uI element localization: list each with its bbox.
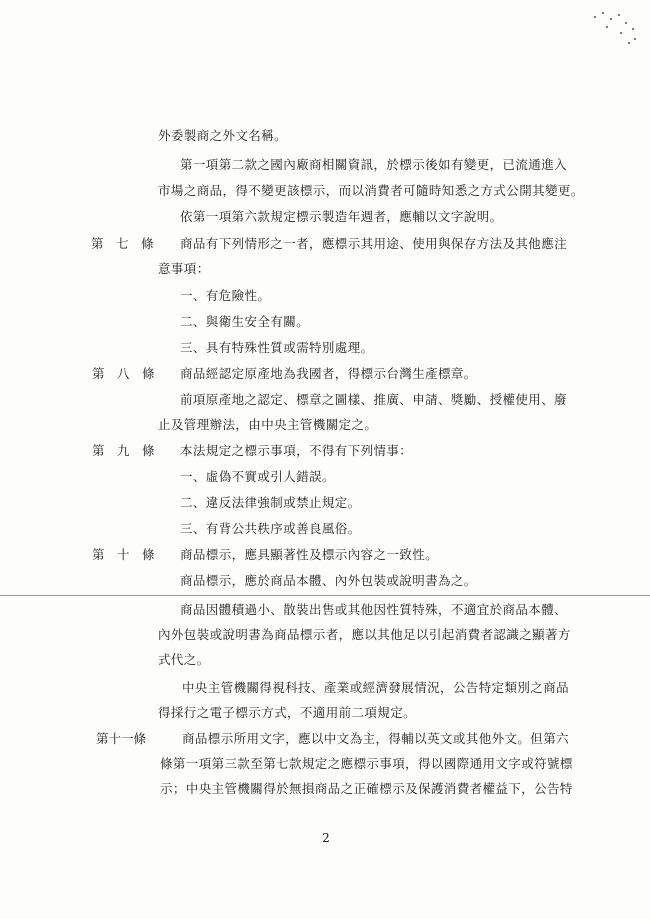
text-line: 商品標示所用文字，應以中文為主，得輔以英文或其他外文。但第六 (182, 731, 570, 746)
text-line: 條第一項第三款至第七款規定之應標示事項，得以國際通用文字或符號標 (160, 756, 573, 771)
text-line: 一、虛偽不實或引人錯誤。 (180, 469, 335, 484)
article-number: 第十一條 (96, 731, 147, 746)
text-line: 商品經認定原產地為我國者，得標示台灣生產標章。 (180, 366, 477, 381)
text-line: 內外包裝或說明書為商品標示者，應以其他足以引起消費者認識之顯著方 (158, 627, 571, 642)
page-number: 2 (322, 831, 330, 845)
text-line: 本法規定之標示事項，不得有下列情事： (180, 443, 413, 458)
text-line: 二、違反法律強制或禁止規定。 (180, 495, 361, 510)
text-line: 三、具有特殊性質或需特別處理。 (180, 340, 374, 355)
text-line: 止及管理辦法，由中央主管機關定之。 (158, 417, 378, 432)
text-line: 市場之商品，得不變更該標示，而以消費者可隨時知悉之方式公開其變更。 (158, 183, 584, 198)
text-line: 式代之。 (158, 652, 210, 667)
text-line: 商品標示，應於商品本體、內外包裝或說明書為之。 (180, 573, 477, 588)
text-line: 第一項第二款之國內廠商相關資訊，於標示後如有變更，已流通進入 (180, 157, 568, 172)
text-line: 一、有危險性。 (180, 288, 271, 303)
article-number: 第 十 條 (92, 547, 155, 562)
scan-fold-line (0, 595, 650, 596)
text-line: 二、與衛生安全有關。 (180, 314, 310, 329)
article-number: 第 八 條 (92, 366, 155, 381)
article-number: 第 七 條 (91, 236, 154, 251)
text-line: 中央主管機關得視科技、產業或經濟發展情況，公告特定類別之商品 (182, 680, 570, 695)
text-line: 商品因體積過小、散裝出售或其他因性質特殊，不適宜於商品本體、 (180, 602, 568, 617)
text-line: 商品標示，應具顯著性及標示內容之一致性。 (180, 547, 439, 562)
text-line: 三、有背公共秩序或善良風俗。 (180, 521, 361, 536)
text-line: 示；中央主管機關得於無損商品之正確標示及保護消費者權益下，公告特 (160, 781, 573, 796)
article-number: 第 九 條 (92, 443, 155, 458)
text-line: 得採行之電子標示方式，不適用前二項規定。 (158, 705, 417, 720)
scan-specks (590, 8, 640, 48)
text-line: 意事項： (158, 261, 210, 276)
text-line: 外委製商之外文名稱。 (158, 128, 288, 143)
text-line: 前項原產地之認定、標章之圖樣、推廣、申請、獎勵、授權使用、廢 (180, 392, 568, 407)
text-line: 商品有下列情形之一者，應標示其用途、使用與保存方法及其他應注 (180, 236, 568, 251)
text-line: 依第一項第六款規定標示製造年週者，應輔以文字說明。 (180, 209, 503, 224)
